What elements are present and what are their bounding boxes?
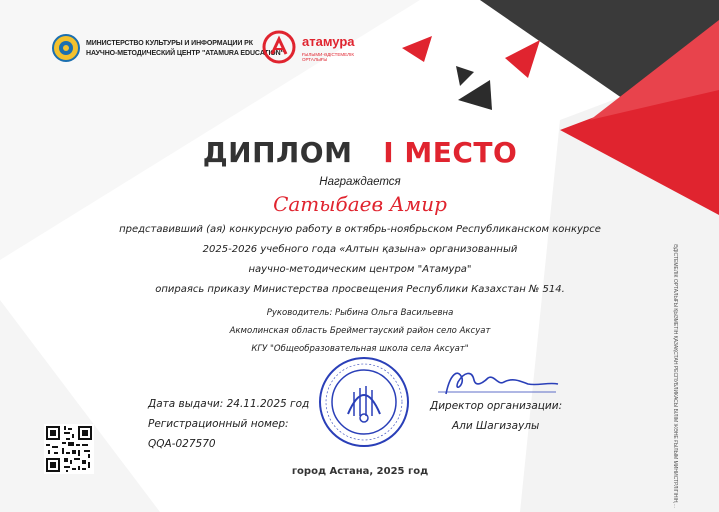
supervisor-line-2: Акмолинская область Бреймегтауский район село Аксуат bbox=[229, 326, 491, 336]
award-description bbox=[60, 220, 660, 300]
ministry-line-1: МИНИСТЕРСТВО КУЛЬТУРЫ И ИНФОРМАЦИИ РК bbox=[86, 40, 253, 47]
supervisor-line-3: КГУ "Общеобразовательная школа села Аксуат" bbox=[251, 344, 469, 354]
diploma-title bbox=[60, 136, 660, 169]
city-year: город Астана, 2025 год bbox=[291, 466, 429, 477]
stamp-seal-icon bbox=[318, 356, 410, 448]
atamura-logo-icon bbox=[262, 30, 296, 64]
supervisor-line-1: Руководитель: Рыбина Ольга Васильевна bbox=[266, 308, 454, 318]
desc-line-2: 2025-2026 учебного года «Алтын қазына» организованный bbox=[202, 244, 518, 255]
registration-number: QQA-027570 bbox=[148, 438, 216, 450]
director-block bbox=[430, 396, 562, 436]
dark-arrow-small-2 bbox=[458, 80, 492, 110]
director-name: Али Шагизаулы bbox=[452, 420, 540, 432]
brand-subtitle: ҒЫЛЫМИ-ӘДІСТЕМЕЛІК ОРТАЛЫҒЫ bbox=[302, 52, 354, 62]
brand-name: атамура bbox=[302, 34, 355, 49]
red-arrow-small-2 bbox=[505, 40, 540, 78]
dark-arrow-small bbox=[456, 66, 474, 86]
recipient-name: Сатыбаев Амир bbox=[273, 192, 447, 216]
awarded-label: Награждается bbox=[319, 176, 401, 188]
registration-label: Регистрационный номер: bbox=[148, 418, 289, 430]
red-arrow-small-1 bbox=[402, 36, 432, 62]
issue-block bbox=[148, 394, 309, 454]
desc-line-4: опираясь приказу Министерства просвещения Республики Казахстан № 514. bbox=[155, 284, 565, 295]
director-title: Директор организации: bbox=[430, 400, 563, 412]
desc-line-1: представивший (ая) конкурсную работу в октябрь-ноябрьском Республиканском конкурсе bbox=[119, 224, 601, 235]
kazakhstan-emblem-icon bbox=[52, 34, 80, 62]
issue-date: Дата выдачи: 24.11.2025 год bbox=[148, 398, 310, 410]
signature-icon bbox=[428, 364, 568, 400]
ministry-line-2: НАУЧНО-МЕТОДИЧЕСКИЙ ЦЕНТР "ATAMURA EDUCATION" bbox=[86, 50, 284, 57]
qr-code-icon bbox=[44, 424, 94, 474]
supervisor-block bbox=[60, 304, 660, 358]
side-fine-print: ӘДІСТЕМЕЛІК ОРТАЛЫҒЫ ҚЫЗМЕТІН ҚАЗАҚСТАН РЕСПУБЛИКАСЫ БІЛІМ ЖӘНЕ ҒЫЛЫМ МИНИСТРЛІГІНІҢ ... bbox=[672, 244, 678, 509]
title-word: ДИПЛОМ bbox=[202, 136, 353, 169]
desc-line-3: научно-методическим центром "Атамура" bbox=[248, 264, 472, 275]
title-place: I МЕСТО bbox=[383, 136, 518, 169]
